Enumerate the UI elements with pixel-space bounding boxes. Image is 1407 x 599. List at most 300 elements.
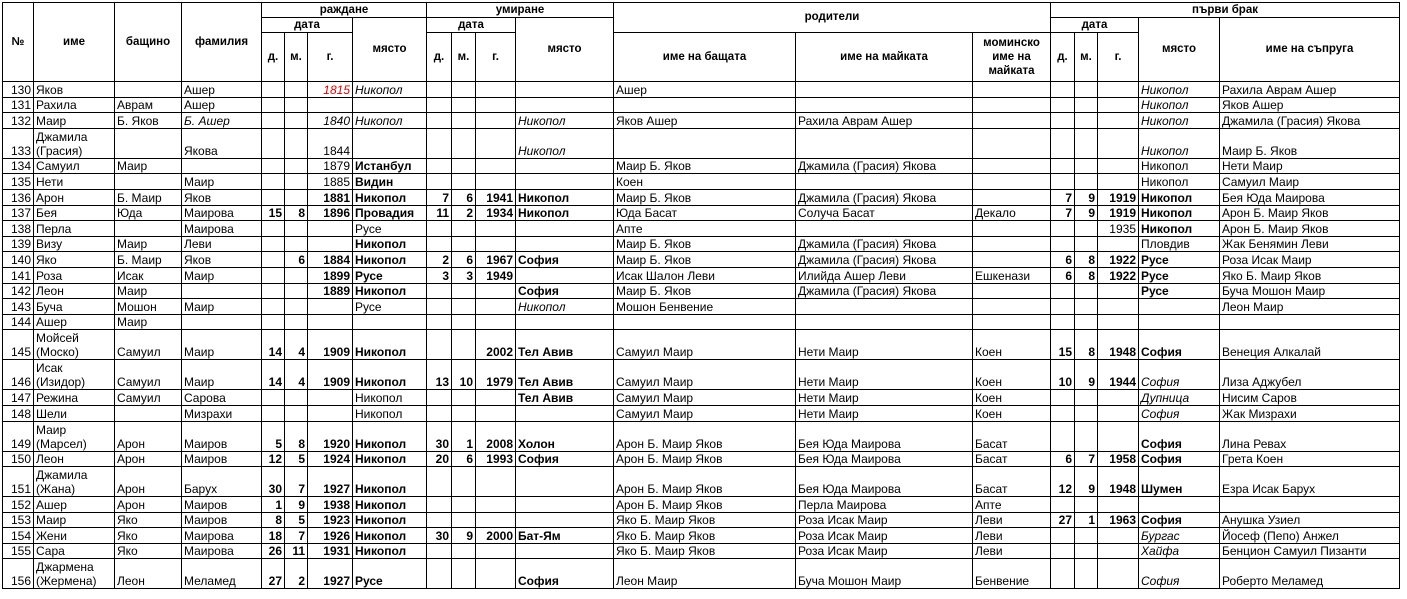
death-month-cell[interactable] xyxy=(452,221,476,237)
marriage-year-cell[interactable] xyxy=(1098,283,1139,299)
marriage-place-cell[interactable]: София xyxy=(1139,421,1220,451)
birth-month-cell[interactable] xyxy=(285,158,308,174)
death-day-cell[interactable] xyxy=(427,113,452,129)
death-month-cell[interactable] xyxy=(452,512,476,528)
birth-month-cell[interactable] xyxy=(285,299,308,315)
mother-name-cell[interactable]: Джамила (Грасия) Якова xyxy=(796,236,973,252)
mother-name-cell[interactable] xyxy=(796,97,973,113)
patronymic-cell[interactable]: Яко xyxy=(115,512,182,528)
surname-cell[interactable]: Б. Ашер xyxy=(182,113,262,129)
death-year-cell[interactable]: 1967 xyxy=(476,252,516,268)
father-name-cell[interactable]: Юда Басат xyxy=(614,205,796,221)
birth-month-cell[interactable] xyxy=(285,174,308,190)
marriage-month-cell[interactable] xyxy=(1075,82,1098,98)
marriage-day-cell[interactable] xyxy=(1051,497,1075,513)
birth-place-cell[interactable]: Никопол xyxy=(353,330,427,360)
mother-name-cell[interactable] xyxy=(796,82,973,98)
death-place-cell[interactable] xyxy=(516,512,614,528)
death-day-cell[interactable] xyxy=(427,221,452,237)
death-year-cell[interactable]: 1934 xyxy=(476,205,516,221)
row-number-cell[interactable]: 154 xyxy=(3,528,34,544)
group-header-birth[interactable]: раждане xyxy=(262,3,427,18)
birth-day-cell[interactable]: 27 xyxy=(262,559,285,589)
marriage-day-cell[interactable] xyxy=(1051,559,1075,589)
death-place-header[interactable]: място xyxy=(516,18,614,82)
death-day-cell[interactable]: 30 xyxy=(427,528,452,544)
mother-name-cell[interactable]: Роза Исак Маир xyxy=(796,543,973,559)
birth-place-cell[interactable]: Истанбул xyxy=(353,158,427,174)
father-name-header[interactable]: име на бащата xyxy=(614,33,796,82)
marriage-year-cell[interactable]: 1963 xyxy=(1098,512,1139,528)
father-name-cell[interactable]: Яко Б. Маир Яков xyxy=(614,528,796,544)
birth-day-cell[interactable] xyxy=(262,252,285,268)
spouse-name-cell[interactable]: Буча Мошон Маир xyxy=(1220,283,1400,299)
person-name-cell[interactable]: Яков xyxy=(34,82,115,98)
spouse-name-cell[interactable]: Маир Б. Яков xyxy=(1220,128,1400,158)
spouse-name-cell[interactable] xyxy=(1220,497,1400,513)
mother-maiden-name-cell[interactable] xyxy=(973,314,1051,330)
person-name-cell[interactable]: Маир xyxy=(34,512,115,528)
patronymic-cell[interactable]: Б. Яков xyxy=(115,113,182,129)
death-day-cell[interactable] xyxy=(427,390,452,406)
marriage-place-cell[interactable] xyxy=(1139,299,1220,315)
surname-cell[interactable] xyxy=(182,158,262,174)
row-number-cell[interactable]: 130 xyxy=(3,82,34,98)
mother-name-cell[interactable]: Бея Юда Маирова xyxy=(796,421,973,451)
person-name-cell[interactable]: Буча xyxy=(34,299,115,315)
death-day-cell[interactable]: 7 xyxy=(427,189,452,205)
death-place-cell[interactable]: Никопол xyxy=(516,128,614,158)
death-day-cell[interactable] xyxy=(427,128,452,158)
spouse-name-header[interactable]: име на съпруга xyxy=(1220,18,1400,82)
row-number-cell[interactable]: 144 xyxy=(3,314,34,330)
marriage-year-cell[interactable] xyxy=(1098,174,1139,190)
mother-name-cell[interactable] xyxy=(796,221,973,237)
birth-month-cell[interactable] xyxy=(285,405,308,421)
marriage-day-header[interactable]: д. xyxy=(1051,33,1075,82)
mother-maiden-name-cell[interactable] xyxy=(973,128,1051,158)
death-month-cell[interactable]: 6 xyxy=(452,451,476,467)
death-month-cell[interactable] xyxy=(452,174,476,190)
death-month-cell[interactable]: 2 xyxy=(452,205,476,221)
birth-date-header[interactable]: дата xyxy=(262,18,353,33)
spouse-name-cell[interactable]: Лиза Аджубел xyxy=(1220,360,1400,390)
spouse-name-cell[interactable]: Леон Маир xyxy=(1220,299,1400,315)
person-name-cell[interactable]: Мойсей (Моско) xyxy=(34,330,115,360)
marriage-year-cell[interactable]: 1948 xyxy=(1098,467,1139,497)
surname-cell[interactable]: Ашер xyxy=(182,97,262,113)
marriage-place-cell[interactable]: Никопол xyxy=(1139,82,1220,98)
surname-cell[interactable]: Меламед xyxy=(182,559,262,589)
spouse-name-cell[interactable]: Яков Ашер xyxy=(1220,97,1400,113)
father-name-cell[interactable]: Коен xyxy=(614,174,796,190)
birth-place-cell[interactable]: Никопол xyxy=(353,451,427,467)
death-place-cell[interactable] xyxy=(516,158,614,174)
birth-year-cell[interactable] xyxy=(308,299,353,315)
marriage-day-cell[interactable]: 6 xyxy=(1051,451,1075,467)
death-place-cell[interactable] xyxy=(516,267,614,283)
birth-place-cell[interactable]: Никопол xyxy=(353,283,427,299)
birth-month-cell[interactable]: 9 xyxy=(285,497,308,513)
birth-day-cell[interactable] xyxy=(262,299,285,315)
birth-month-cell[interactable]: 7 xyxy=(285,528,308,544)
birth-place-cell[interactable] xyxy=(353,97,427,113)
death-month-cell[interactable]: 6 xyxy=(452,252,476,268)
birth-place-cell[interactable]: Видин xyxy=(353,174,427,190)
marriage-day-cell[interactable] xyxy=(1051,221,1075,237)
birth-year-cell[interactable] xyxy=(308,405,353,421)
marriage-month-cell[interactable] xyxy=(1075,174,1098,190)
spouse-name-cell[interactable]: Самуил Маир xyxy=(1220,174,1400,190)
death-year-cell[interactable]: 1993 xyxy=(476,451,516,467)
marriage-place-cell[interactable]: Бургас xyxy=(1139,528,1220,544)
death-month-cell[interactable] xyxy=(452,559,476,589)
death-year-cell[interactable] xyxy=(476,128,516,158)
mother-maiden-name-cell[interactable] xyxy=(973,174,1051,190)
mother-maiden-name-cell[interactable]: Декало xyxy=(973,205,1051,221)
mother-maiden-name-cell[interactable]: Басат xyxy=(973,451,1051,467)
birth-day-cell[interactable] xyxy=(262,189,285,205)
death-month-cell[interactable] xyxy=(452,299,476,315)
patronymic-cell[interactable]: Яко xyxy=(115,543,182,559)
col-header-name[interactable]: име xyxy=(34,3,115,82)
marriage-year-cell[interactable] xyxy=(1098,543,1139,559)
patronymic-cell[interactable]: Самуил xyxy=(115,330,182,360)
death-day-cell[interactable]: 20 xyxy=(427,451,452,467)
birth-year-cell[interactable] xyxy=(308,390,353,406)
marriage-place-cell[interactable]: Никопол xyxy=(1139,174,1220,190)
birth-place-header[interactable]: място xyxy=(353,18,427,82)
row-number-cell[interactable]: 147 xyxy=(3,390,34,406)
birth-year-cell[interactable]: 1923 xyxy=(308,512,353,528)
mother-maiden-name-cell[interactable] xyxy=(973,158,1051,174)
surname-cell[interactable]: Ашер xyxy=(182,82,262,98)
spouse-name-cell[interactable]: Жак Бенямин Леви xyxy=(1220,236,1400,252)
mother-name-cell[interactable]: Нети Маир xyxy=(796,390,973,406)
father-name-cell[interactable]: Ашер xyxy=(614,82,796,98)
death-day-cell[interactable] xyxy=(427,559,452,589)
birth-year-cell[interactable]: 1889 xyxy=(308,283,353,299)
marriage-year-cell[interactable]: 1935 xyxy=(1098,221,1139,237)
birth-month-cell[interactable]: 8 xyxy=(285,421,308,451)
death-month-cell[interactable] xyxy=(452,113,476,129)
marriage-year-cell[interactable]: 1958 xyxy=(1098,451,1139,467)
death-day-cell[interactable] xyxy=(427,299,452,315)
birth-year-cell[interactable]: 1938 xyxy=(308,497,353,513)
marriage-month-cell[interactable] xyxy=(1075,497,1098,513)
mother-maiden-name-cell[interactable] xyxy=(973,299,1051,315)
birth-day-cell[interactable]: 18 xyxy=(262,528,285,544)
mother-maiden-name-cell[interactable] xyxy=(973,252,1051,268)
death-day-cell[interactable] xyxy=(427,314,452,330)
patronymic-cell[interactable]: Самуил xyxy=(115,390,182,406)
birth-place-cell[interactable]: Никопол xyxy=(353,405,427,421)
birth-year-cell[interactable]: 1896 xyxy=(308,205,353,221)
birth-day-cell[interactable] xyxy=(262,314,285,330)
death-date-header[interactable]: дата xyxy=(427,18,516,33)
patronymic-cell[interactable]: Исак xyxy=(115,267,182,283)
marriage-year-cell[interactable] xyxy=(1098,128,1139,158)
death-place-cell[interactable] xyxy=(516,97,614,113)
death-year-cell[interactable] xyxy=(476,543,516,559)
mother-name-cell[interactable]: Перла Маирова xyxy=(796,497,973,513)
birth-day-cell[interactable]: 5 xyxy=(262,421,285,451)
birth-year-cell[interactable]: 1926 xyxy=(308,528,353,544)
death-year-cell[interactable] xyxy=(476,314,516,330)
marriage-year-cell[interactable] xyxy=(1098,405,1139,421)
death-month-cell[interactable] xyxy=(452,128,476,158)
mother-maiden-name-cell[interactable] xyxy=(973,97,1051,113)
death-place-cell[interactable]: Тел Авив xyxy=(516,390,614,406)
patronymic-cell[interactable]: Аврам xyxy=(115,97,182,113)
birth-month-header[interactable]: м. xyxy=(285,33,308,82)
death-day-cell[interactable] xyxy=(427,543,452,559)
surname-cell[interactable]: Маир xyxy=(182,267,262,283)
birth-place-cell[interactable]: Никопол xyxy=(353,543,427,559)
marriage-day-cell[interactable] xyxy=(1051,236,1075,252)
marriage-month-cell[interactable] xyxy=(1075,528,1098,544)
marriage-day-cell[interactable] xyxy=(1051,299,1075,315)
mother-maiden-name-cell[interactable]: Ешкенази xyxy=(973,267,1051,283)
father-name-cell[interactable]: Самуил Маир xyxy=(614,330,796,360)
birth-year-cell[interactable]: 1840 xyxy=(308,113,353,129)
death-place-cell[interactable]: Тел Авив xyxy=(516,360,614,390)
death-day-header[interactable]: д. xyxy=(427,33,452,82)
person-name-cell[interactable]: Ашер xyxy=(34,314,115,330)
birth-month-cell[interactable] xyxy=(285,283,308,299)
marriage-year-cell[interactable]: 1922 xyxy=(1098,252,1139,268)
death-month-cell[interactable] xyxy=(452,330,476,360)
birth-place-cell[interactable]: Никопол xyxy=(353,512,427,528)
patronymic-cell[interactable] xyxy=(115,221,182,237)
mother-name-header[interactable]: име на майката xyxy=(796,33,973,82)
death-month-cell[interactable]: 9 xyxy=(452,528,476,544)
death-day-cell[interactable]: 30 xyxy=(427,421,452,451)
marriage-day-cell[interactable] xyxy=(1051,158,1075,174)
marriage-year-cell[interactable]: 1919 xyxy=(1098,205,1139,221)
spouse-name-cell[interactable]: Венеция Алкалай xyxy=(1220,330,1400,360)
marriage-month-cell[interactable]: 1 xyxy=(1075,512,1098,528)
spouse-name-cell[interactable]: Жак Мизрахи xyxy=(1220,405,1400,421)
marriage-year-cell[interactable] xyxy=(1098,497,1139,513)
marriage-place-cell[interactable]: Дупница xyxy=(1139,390,1220,406)
birth-year-cell[interactable]: 1844 xyxy=(308,128,353,158)
row-number-cell[interactable]: 145 xyxy=(3,330,34,360)
death-day-cell[interactable]: 3 xyxy=(427,267,452,283)
surname-cell[interactable]: Якова xyxy=(182,128,262,158)
birth-month-cell[interactable]: 5 xyxy=(285,512,308,528)
marriage-day-cell[interactable] xyxy=(1051,528,1075,544)
birth-place-cell[interactable] xyxy=(353,128,427,158)
birth-day-cell[interactable] xyxy=(262,390,285,406)
birth-day-cell[interactable] xyxy=(262,97,285,113)
marriage-day-cell[interactable] xyxy=(1051,543,1075,559)
marriage-place-cell[interactable]: Никопол xyxy=(1139,113,1220,129)
death-day-cell[interactable] xyxy=(427,283,452,299)
birth-month-cell[interactable] xyxy=(285,128,308,158)
birth-day-cell[interactable]: 8 xyxy=(262,512,285,528)
death-month-header[interactable]: м. xyxy=(452,33,476,82)
patronymic-cell[interactable]: Маир xyxy=(115,158,182,174)
mother-maiden-name-cell[interactable] xyxy=(973,236,1051,252)
death-day-cell[interactable] xyxy=(427,174,452,190)
person-name-cell[interactable]: Самуил xyxy=(34,158,115,174)
death-year-cell[interactable] xyxy=(476,512,516,528)
mother-maiden-name-cell[interactable]: Коен xyxy=(973,405,1051,421)
birth-month-cell[interactable] xyxy=(285,236,308,252)
mother-maiden-name-cell[interactable]: Бенвение xyxy=(973,559,1051,589)
birth-month-cell[interactable] xyxy=(285,97,308,113)
marriage-month-cell[interactable] xyxy=(1075,97,1098,113)
person-name-cell[interactable]: Джамила (Жана) xyxy=(34,467,115,497)
death-year-cell[interactable] xyxy=(476,97,516,113)
birth-day-cell[interactable] xyxy=(262,82,285,98)
death-year-cell[interactable]: 2000 xyxy=(476,528,516,544)
surname-cell[interactable]: Маирова xyxy=(182,221,262,237)
spouse-name-cell[interactable]: Анушка Узиел xyxy=(1220,512,1400,528)
birth-place-cell[interactable]: Никопол xyxy=(353,360,427,390)
birth-month-cell[interactable]: 2 xyxy=(285,559,308,589)
birth-year-cell[interactable]: 1881 xyxy=(308,189,353,205)
surname-cell[interactable]: Маиров xyxy=(182,497,262,513)
row-number-cell[interactable]: 139 xyxy=(3,236,34,252)
death-year-cell[interactable]: 1941 xyxy=(476,189,516,205)
death-month-cell[interactable] xyxy=(452,236,476,252)
birth-day-cell[interactable] xyxy=(262,113,285,129)
birth-place-cell[interactable]: Никопол xyxy=(353,113,427,129)
birth-year-cell[interactable]: 1909 xyxy=(308,330,353,360)
birth-place-cell[interactable]: Никопол xyxy=(353,236,427,252)
mother-maiden-name-cell[interactable]: Леви xyxy=(973,512,1051,528)
patronymic-cell[interactable] xyxy=(115,128,182,158)
surname-cell[interactable]: Барух xyxy=(182,467,262,497)
marriage-place-cell[interactable]: Никопол xyxy=(1139,189,1220,205)
father-name-cell[interactable]: Яков Ашер xyxy=(614,113,796,129)
father-name-cell[interactable]: Арон Б. Маир Яков xyxy=(614,497,796,513)
mother-name-cell[interactable] xyxy=(796,128,973,158)
birth-day-cell[interactable] xyxy=(262,236,285,252)
birth-month-cell[interactable] xyxy=(285,390,308,406)
father-name-cell[interactable]: Маир Б. Яков xyxy=(614,236,796,252)
marriage-day-cell[interactable]: 7 xyxy=(1051,189,1075,205)
birth-year-cell[interactable]: 1924 xyxy=(308,451,353,467)
mother-name-cell[interactable]: Джамила (Грасия) Якова xyxy=(796,189,973,205)
father-name-cell[interactable]: Яко Б. Маир Яков xyxy=(614,543,796,559)
marriage-month-cell[interactable]: 9 xyxy=(1075,189,1098,205)
marriage-place-cell[interactable]: София xyxy=(1139,559,1220,589)
marriage-place-cell[interactable]: Никопол xyxy=(1139,158,1220,174)
row-number-cell[interactable]: 152 xyxy=(3,497,34,513)
marriage-year-cell[interactable]: 1948 xyxy=(1098,330,1139,360)
mother-name-cell[interactable]: Нети Маир xyxy=(796,360,973,390)
father-name-cell[interactable]: Самуил Маир xyxy=(614,405,796,421)
mother-name-cell[interactable]: Илийда Ашер Леви xyxy=(796,267,973,283)
marriage-place-cell[interactable]: Шумен xyxy=(1139,467,1220,497)
marriage-year-header[interactable]: г. xyxy=(1098,33,1139,82)
birth-day-cell[interactable]: 1 xyxy=(262,497,285,513)
mother-maiden-name-cell[interactable] xyxy=(973,283,1051,299)
marriage-place-cell[interactable]: Никопол xyxy=(1139,205,1220,221)
death-day-cell[interactable]: 13 xyxy=(427,360,452,390)
marriage-day-cell[interactable] xyxy=(1051,390,1075,406)
mother-maiden-name-cell[interactable]: Коен xyxy=(973,360,1051,390)
marriage-place-cell[interactable]: София xyxy=(1139,360,1220,390)
death-place-cell[interactable] xyxy=(516,314,614,330)
marriage-place-cell[interactable]: София xyxy=(1139,330,1220,360)
death-day-cell[interactable] xyxy=(427,467,452,497)
birth-year-cell[interactable]: 1927 xyxy=(308,559,353,589)
death-month-cell[interactable] xyxy=(452,314,476,330)
marriage-day-cell[interactable] xyxy=(1051,314,1075,330)
death-year-cell[interactable] xyxy=(476,82,516,98)
marriage-place-cell[interactable]: Русе xyxy=(1139,283,1220,299)
mother-name-cell[interactable]: Джамила (Грасия) Якова xyxy=(796,252,973,268)
col-header-surname[interactable]: фамилия xyxy=(182,3,262,82)
patronymic-cell[interactable] xyxy=(115,174,182,190)
person-name-cell[interactable]: Арон xyxy=(34,189,115,205)
marriage-month-cell[interactable] xyxy=(1075,221,1098,237)
birth-year-cell[interactable]: 1885 xyxy=(308,174,353,190)
father-name-cell[interactable] xyxy=(614,97,796,113)
birth-day-header[interactable]: д. xyxy=(262,33,285,82)
marriage-day-cell[interactable] xyxy=(1051,128,1075,158)
marriage-year-cell[interactable]: 1922 xyxy=(1098,267,1139,283)
marriage-place-cell[interactable]: София xyxy=(1139,451,1220,467)
patronymic-cell[interactable]: Арон xyxy=(115,421,182,451)
death-day-cell[interactable] xyxy=(427,236,452,252)
mother-maiden-name-cell[interactable]: Басат xyxy=(973,421,1051,451)
row-number-cell[interactable]: 134 xyxy=(3,158,34,174)
death-year-cell[interactable] xyxy=(476,497,516,513)
surname-cell[interactable]: Маирова xyxy=(182,543,262,559)
birth-day-cell[interactable] xyxy=(262,405,285,421)
spouse-name-cell[interactable]: Роберто Меламед xyxy=(1220,559,1400,589)
birth-month-cell[interactable] xyxy=(285,189,308,205)
marriage-day-cell[interactable]: 6 xyxy=(1051,267,1075,283)
father-name-cell[interactable]: Арон Б. Маир Яков xyxy=(614,451,796,467)
death-day-cell[interactable] xyxy=(427,97,452,113)
row-number-cell[interactable]: 138 xyxy=(3,221,34,237)
mother-maiden-name-cell[interactable]: Леви xyxy=(973,528,1051,544)
marriage-month-cell[interactable] xyxy=(1075,128,1098,158)
death-year-cell[interactable] xyxy=(476,467,516,497)
spouse-name-cell[interactable]: Йосеф (Пепо) Анжел xyxy=(1220,528,1400,544)
birth-year-cell[interactable] xyxy=(308,236,353,252)
person-name-cell[interactable]: Перла xyxy=(34,221,115,237)
birth-year-cell[interactable]: 1920 xyxy=(308,421,353,451)
death-month-cell[interactable]: 6 xyxy=(452,189,476,205)
person-name-cell[interactable]: Жени xyxy=(34,528,115,544)
birth-year-cell[interactable] xyxy=(308,221,353,237)
death-year-cell[interactable] xyxy=(476,559,516,589)
death-day-cell[interactable] xyxy=(427,82,452,98)
surname-cell[interactable]: Маирова xyxy=(182,528,262,544)
marriage-place-cell[interactable]: Никопол xyxy=(1139,97,1220,113)
death-place-cell[interactable] xyxy=(516,467,614,497)
mother-maiden-name-cell[interactable]: Басат xyxy=(973,467,1051,497)
mother-name-cell[interactable]: Роза Исак Маир xyxy=(796,512,973,528)
row-number-cell[interactable]: 141 xyxy=(3,267,34,283)
marriage-place-cell[interactable] xyxy=(1139,314,1220,330)
birth-month-cell[interactable]: 4 xyxy=(285,330,308,360)
patronymic-cell[interactable]: Б. Маир xyxy=(115,189,182,205)
marriage-month-cell[interactable] xyxy=(1075,405,1098,421)
death-place-cell[interactable]: Никопол xyxy=(516,113,614,129)
marriage-place-cell[interactable]: Хайфа xyxy=(1139,543,1220,559)
group-header-first-marriage[interactable]: първи брак xyxy=(1051,3,1400,18)
patronymic-cell[interactable]: Юда xyxy=(115,205,182,221)
surname-cell[interactable]: Маиров xyxy=(182,451,262,467)
